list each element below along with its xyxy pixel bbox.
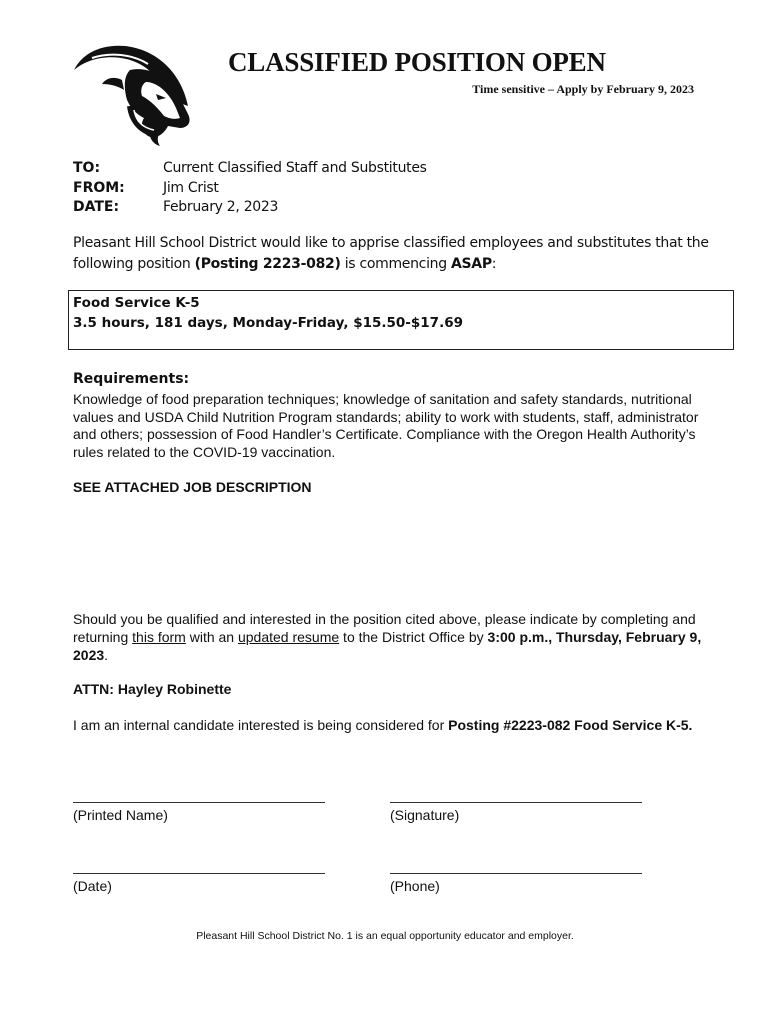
instructions-text-3: to the District Office by xyxy=(339,629,488,645)
deadline-text: 3:00 p.m., Thursday, February 9, 2023 xyxy=(73,629,702,663)
updated-resume-link[interactable]: updated resume xyxy=(237,629,340,645)
goat-head-icon xyxy=(70,36,200,146)
asap-text: ASAP xyxy=(450,255,492,272)
internal-text: I am an internal candidate interested is being considered for xyxy=(73,717,449,733)
phone-field[interactable] xyxy=(390,873,642,894)
see-attached-note: SEE ATTACHED JOB DESCRIPTION xyxy=(73,479,312,495)
intro-text-1: Pleasant Hill School District would like to apprise classified employees and substitutes that the following position xyxy=(73,235,709,272)
date-label: DATE: xyxy=(73,199,120,215)
date-field-label: (Date) xyxy=(73,878,112,894)
date-line xyxy=(73,873,325,874)
intro-paragraph xyxy=(73,233,723,274)
to-value: Current Classified Staff and Substitutes xyxy=(163,160,427,176)
phone-label: (Phone) xyxy=(390,878,440,894)
footer-note: Pleasant Hill School District No. 1 is an equal opportunity educator and employer. xyxy=(196,930,574,942)
page-title: CLASSIFIED POSITION OPEN xyxy=(228,47,606,77)
intro-text-2: is commencing xyxy=(340,255,451,272)
requirements-heading: Requirements: xyxy=(73,371,190,387)
position-title: Food Service K-5 xyxy=(73,295,200,311)
from-value: Jim Crist xyxy=(163,179,219,196)
this-form-link[interactable]: this form xyxy=(132,629,186,645)
phone-line xyxy=(390,873,642,874)
position-box xyxy=(68,290,734,350)
requirements-text: Knowledge of food preparation techniques; knowledge of sanitation and safety standards, nutritional values and USDA Child Nutrition Program standards; ability to work with students, staff, administrator and others; possession of Food Handler’s Certificate. Compliance with the Oregon Health Authority’s rules related to the COVID-19 vaccination. xyxy=(73,391,699,460)
date-value: February 2, 2023 xyxy=(163,199,279,215)
memo-date-row xyxy=(73,198,427,218)
printed-name-label: (Printed Name) xyxy=(73,807,168,823)
printed-name-line xyxy=(73,802,325,803)
internal-candidate-statement xyxy=(73,716,723,734)
memo-header xyxy=(73,159,427,218)
signature-line xyxy=(390,802,642,803)
instructions-text-1: Should you be qualified and interested in the position cited above, please indicate by completing and returning xyxy=(73,611,696,645)
from-label: FROM: xyxy=(73,179,125,196)
intro-text-3: : xyxy=(491,255,497,272)
memo-from-row xyxy=(73,179,427,199)
position-details: 3.5 hours, 181 days, Monday-Friday, $15.50-$17.69 xyxy=(73,314,463,331)
to-label: TO: xyxy=(73,160,101,176)
signature-field[interactable] xyxy=(390,802,642,823)
internal-posting: Posting #2223-082 Food Service K-5. xyxy=(448,717,693,733)
memo-to-row xyxy=(73,159,427,179)
instructions-text-2: with an xyxy=(185,629,238,645)
deadline-subtitle: Time sensitive – Apply by February 9, 2023 xyxy=(472,82,694,96)
instructions-text-4: . xyxy=(104,647,109,663)
attn-line: ATTN: Hayley Robinette xyxy=(73,681,232,697)
instructions-paragraph xyxy=(73,610,723,664)
posting-number: (Posting 2223-082) xyxy=(194,255,341,272)
signature-label: (Signature) xyxy=(390,807,460,823)
printed-name-field[interactable] xyxy=(73,802,325,823)
date-field[interactable] xyxy=(73,873,325,894)
